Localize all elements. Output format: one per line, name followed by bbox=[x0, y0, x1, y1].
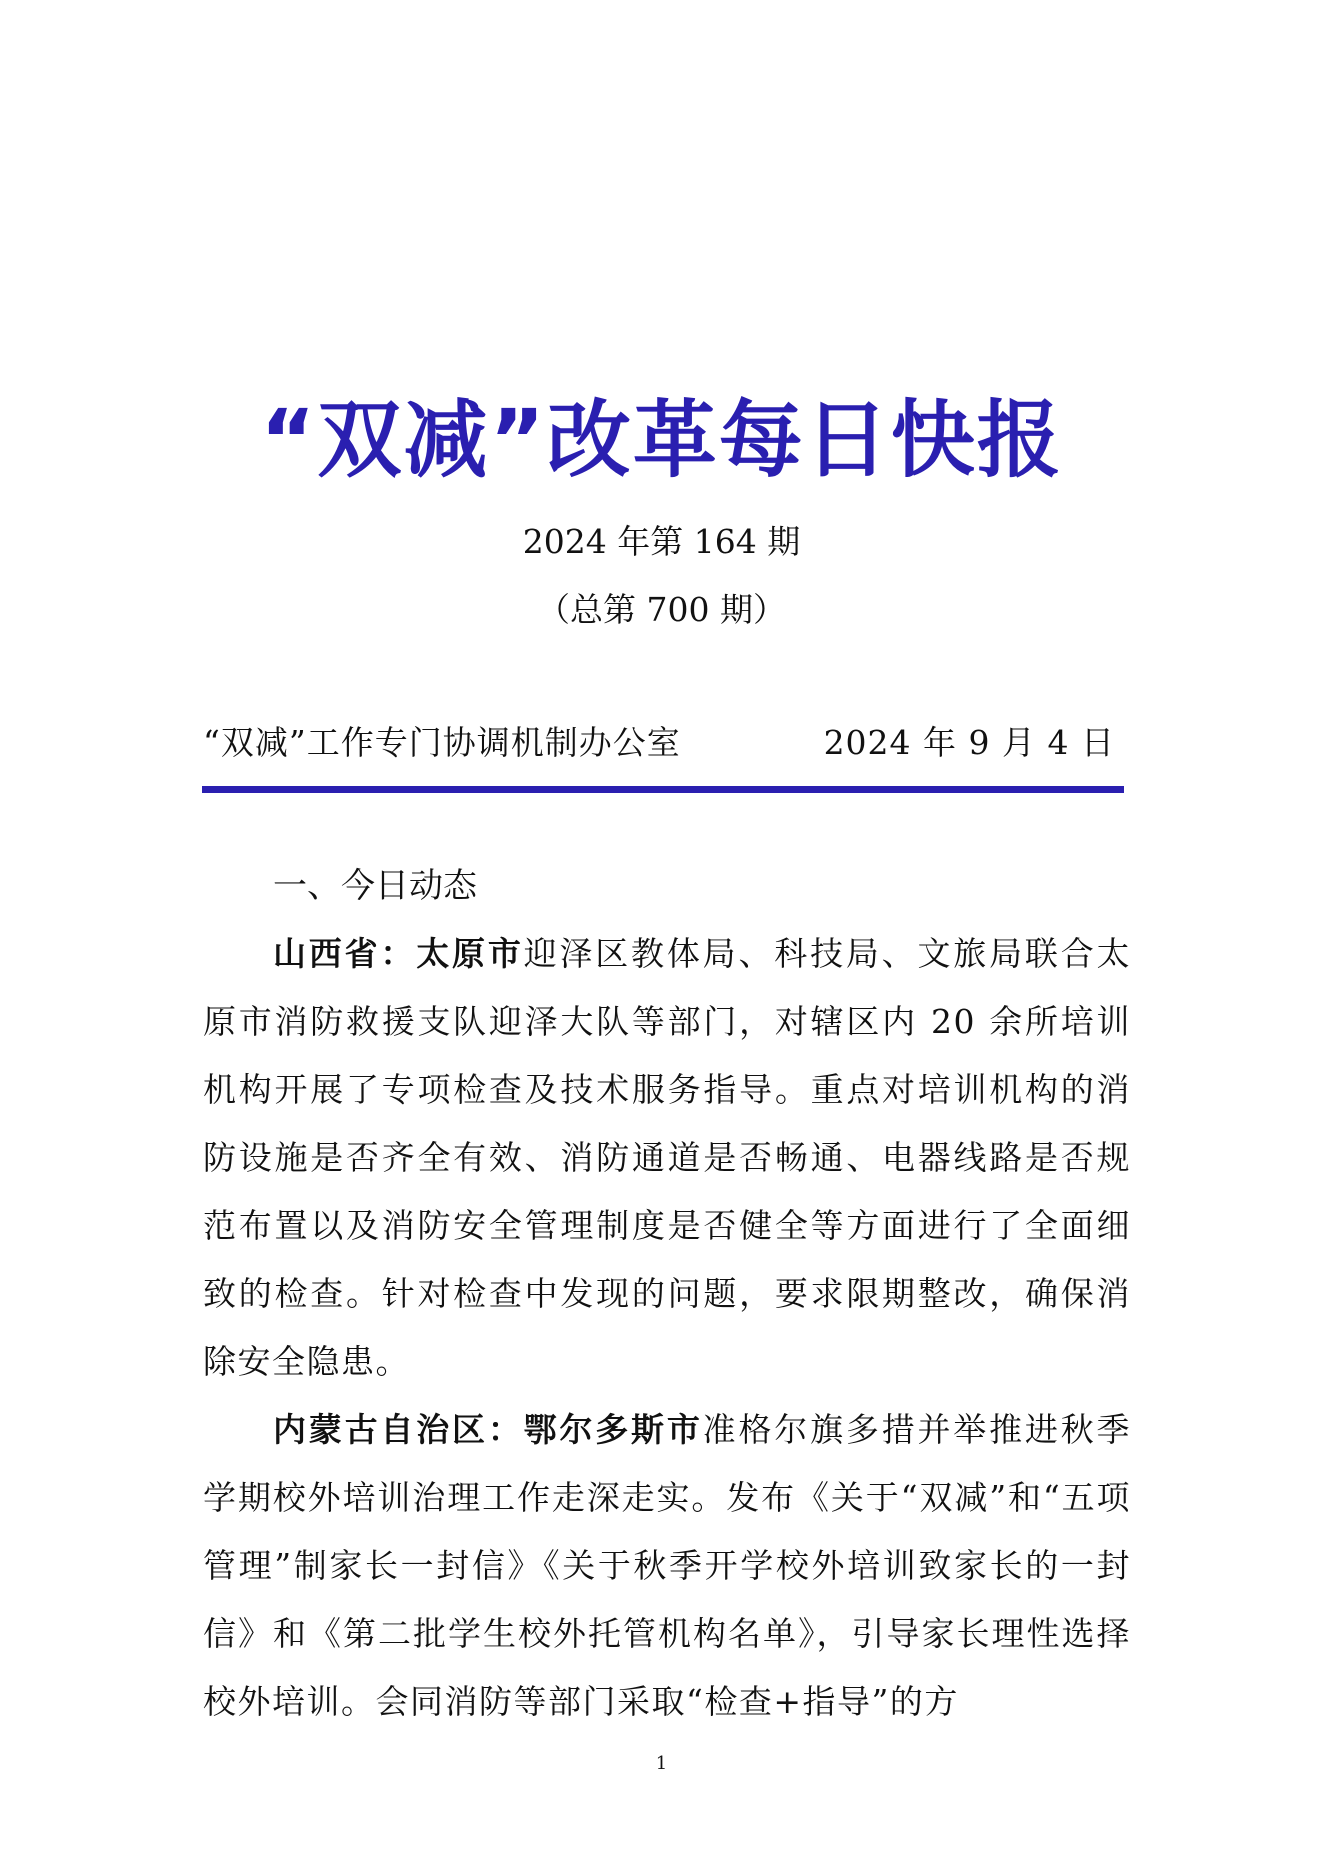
publish-date: 2024 年 9 月 4 日 bbox=[823, 723, 1115, 762]
total-issue-number: （总第 700 期） bbox=[537, 590, 786, 629]
publisher-office: “双减”工作专门协调机制办公室 bbox=[203, 723, 681, 762]
section-heading: 一、今日动态 bbox=[273, 866, 477, 906]
news-text: 准格尔旗多措并举推进秋季学期校外培训治理工作走深走实。发布《关于“双减”和“五项管理”制家长一封信》《关于秋季开学校外培训致家长的一封信》和《第二批学生校外托管机构名单》，引导家长理性选择校外培训。会同消防等部门采取“检查+指导”的方 bbox=[203, 1410, 1132, 1721]
publisher-row bbox=[203, 720, 1125, 766]
issue-number: 2024 年第 164 期 bbox=[522, 522, 801, 561]
document-body bbox=[203, 852, 1131, 1736]
news-city: 太原市 bbox=[416, 934, 524, 973]
page-number: 1 bbox=[655, 1753, 668, 1774]
news-city: 鄂尔多斯市 bbox=[523, 1410, 703, 1449]
news-region: 内蒙古自治区： bbox=[273, 1410, 524, 1449]
news-text: 迎泽区教体局、科技局、文旅局联合太原市消防救援支队迎泽大队等部门，对辖区内 20 余所培训机构开展了专项检查及技术服务指导。重点对培训机构的消防设施是否齐全有效、消防通道是否畅通、电器线路是否规范布置以及消防安全管理制度是否健全等方面进行了全面细致的检查。针对检查中发现的问题，要求限期整改，确保消除安全隐患。 bbox=[203, 934, 1132, 1381]
news-region: 山西省： bbox=[273, 934, 417, 973]
bulletin-title: “双减”改革每日快报 bbox=[260, 391, 1063, 489]
news-item-shanxi bbox=[203, 920, 1131, 1396]
news-item-inner-mongolia bbox=[203, 1396, 1131, 1736]
header-divider bbox=[202, 786, 1124, 793]
